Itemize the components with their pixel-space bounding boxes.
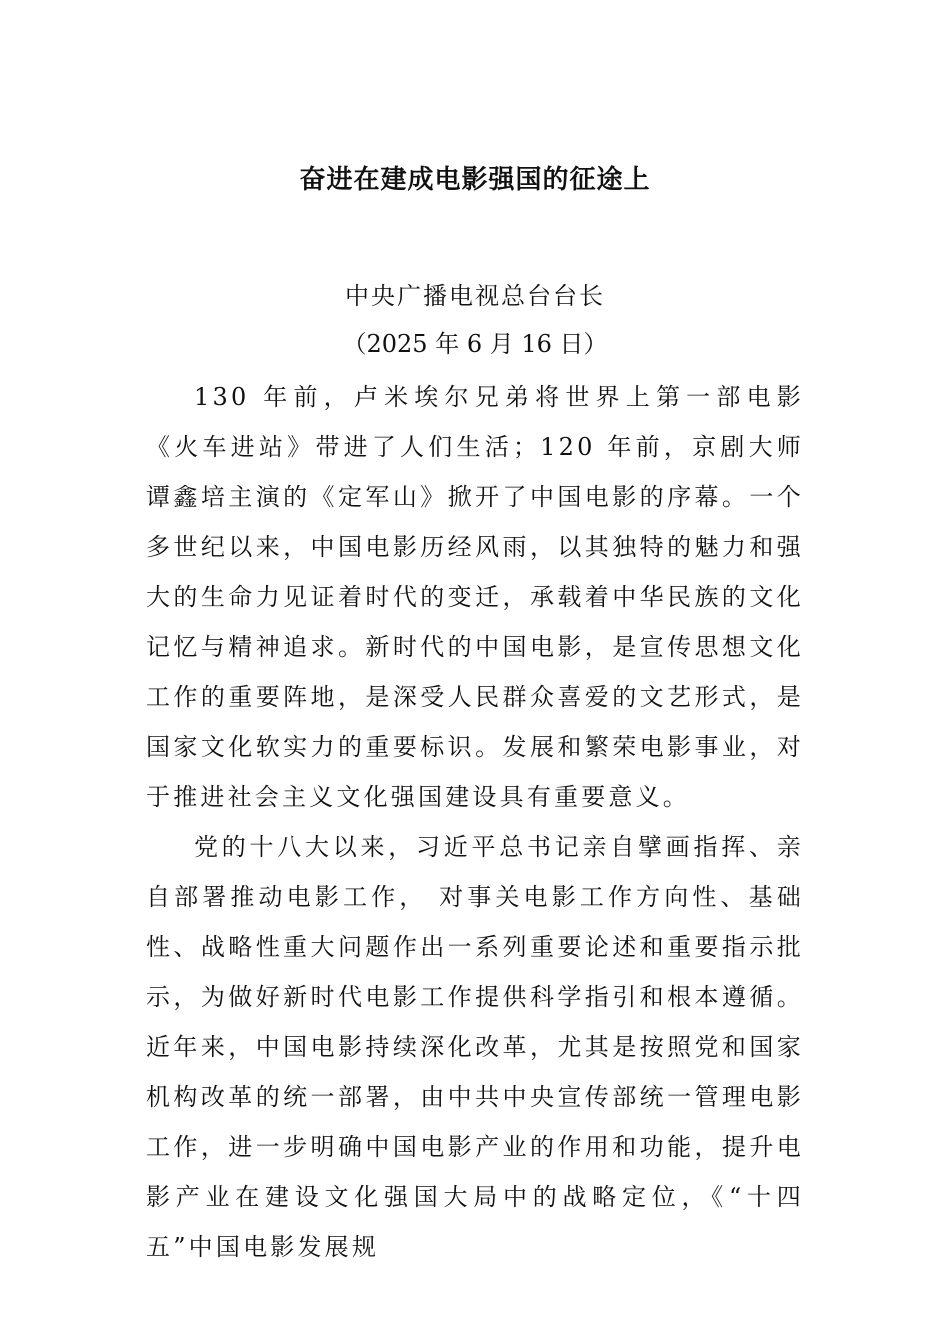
- paragraph-1: 130 年前，卢米埃尔兄弟将世界上第一部电影《火车进站》带进了人们生活；120 年前，京剧大师谭鑫培主演的《定军山》掀开了中国电影的序幕。一个多世纪以来，中国电影历经风雨，以其独特的魅力和强大的生命力见证着时代的变迁，承载着中华民族的文化记忆与精神追求。新时代的中国电影，是宣传思想文化工作的重要阵地，是深受人民群众喜爱的文艺形式，是国家文化软实力的重要标识。发展和繁荣电影事业，对于推进社会主义文化强国建设具有重要意义。: [146, 383, 804, 811]
- document-title: 奋进在建成电影强国的征途上: [299, 165, 651, 195]
- date-line: （2025 年 6 月 16 日）: [342, 330, 608, 358]
- document-body: [146, 372, 804, 1272]
- author-line: 中央广播电视总台台长: [345, 282, 605, 310]
- paragraph-2: 党的十八大以来，习近平总书记亲自擘画指挥、亲自部署推动电影工作， 对事关电影工作方向性、基础性、战略性重大问题作出一系列重要论述和重要指示批示，为做好新时代电影工作提供科学指引和根本遵循。近年来，中国电影持续深化改革，尤其是按照党和国家机构改革的统一部署，由中共中央宣传部统一管理电影工作，进一步明确中国电影产业的作用和功能，提升电影产业在建设文化强国大局中的战略定位，《“十四五”中国电影发展规: [146, 833, 804, 1261]
